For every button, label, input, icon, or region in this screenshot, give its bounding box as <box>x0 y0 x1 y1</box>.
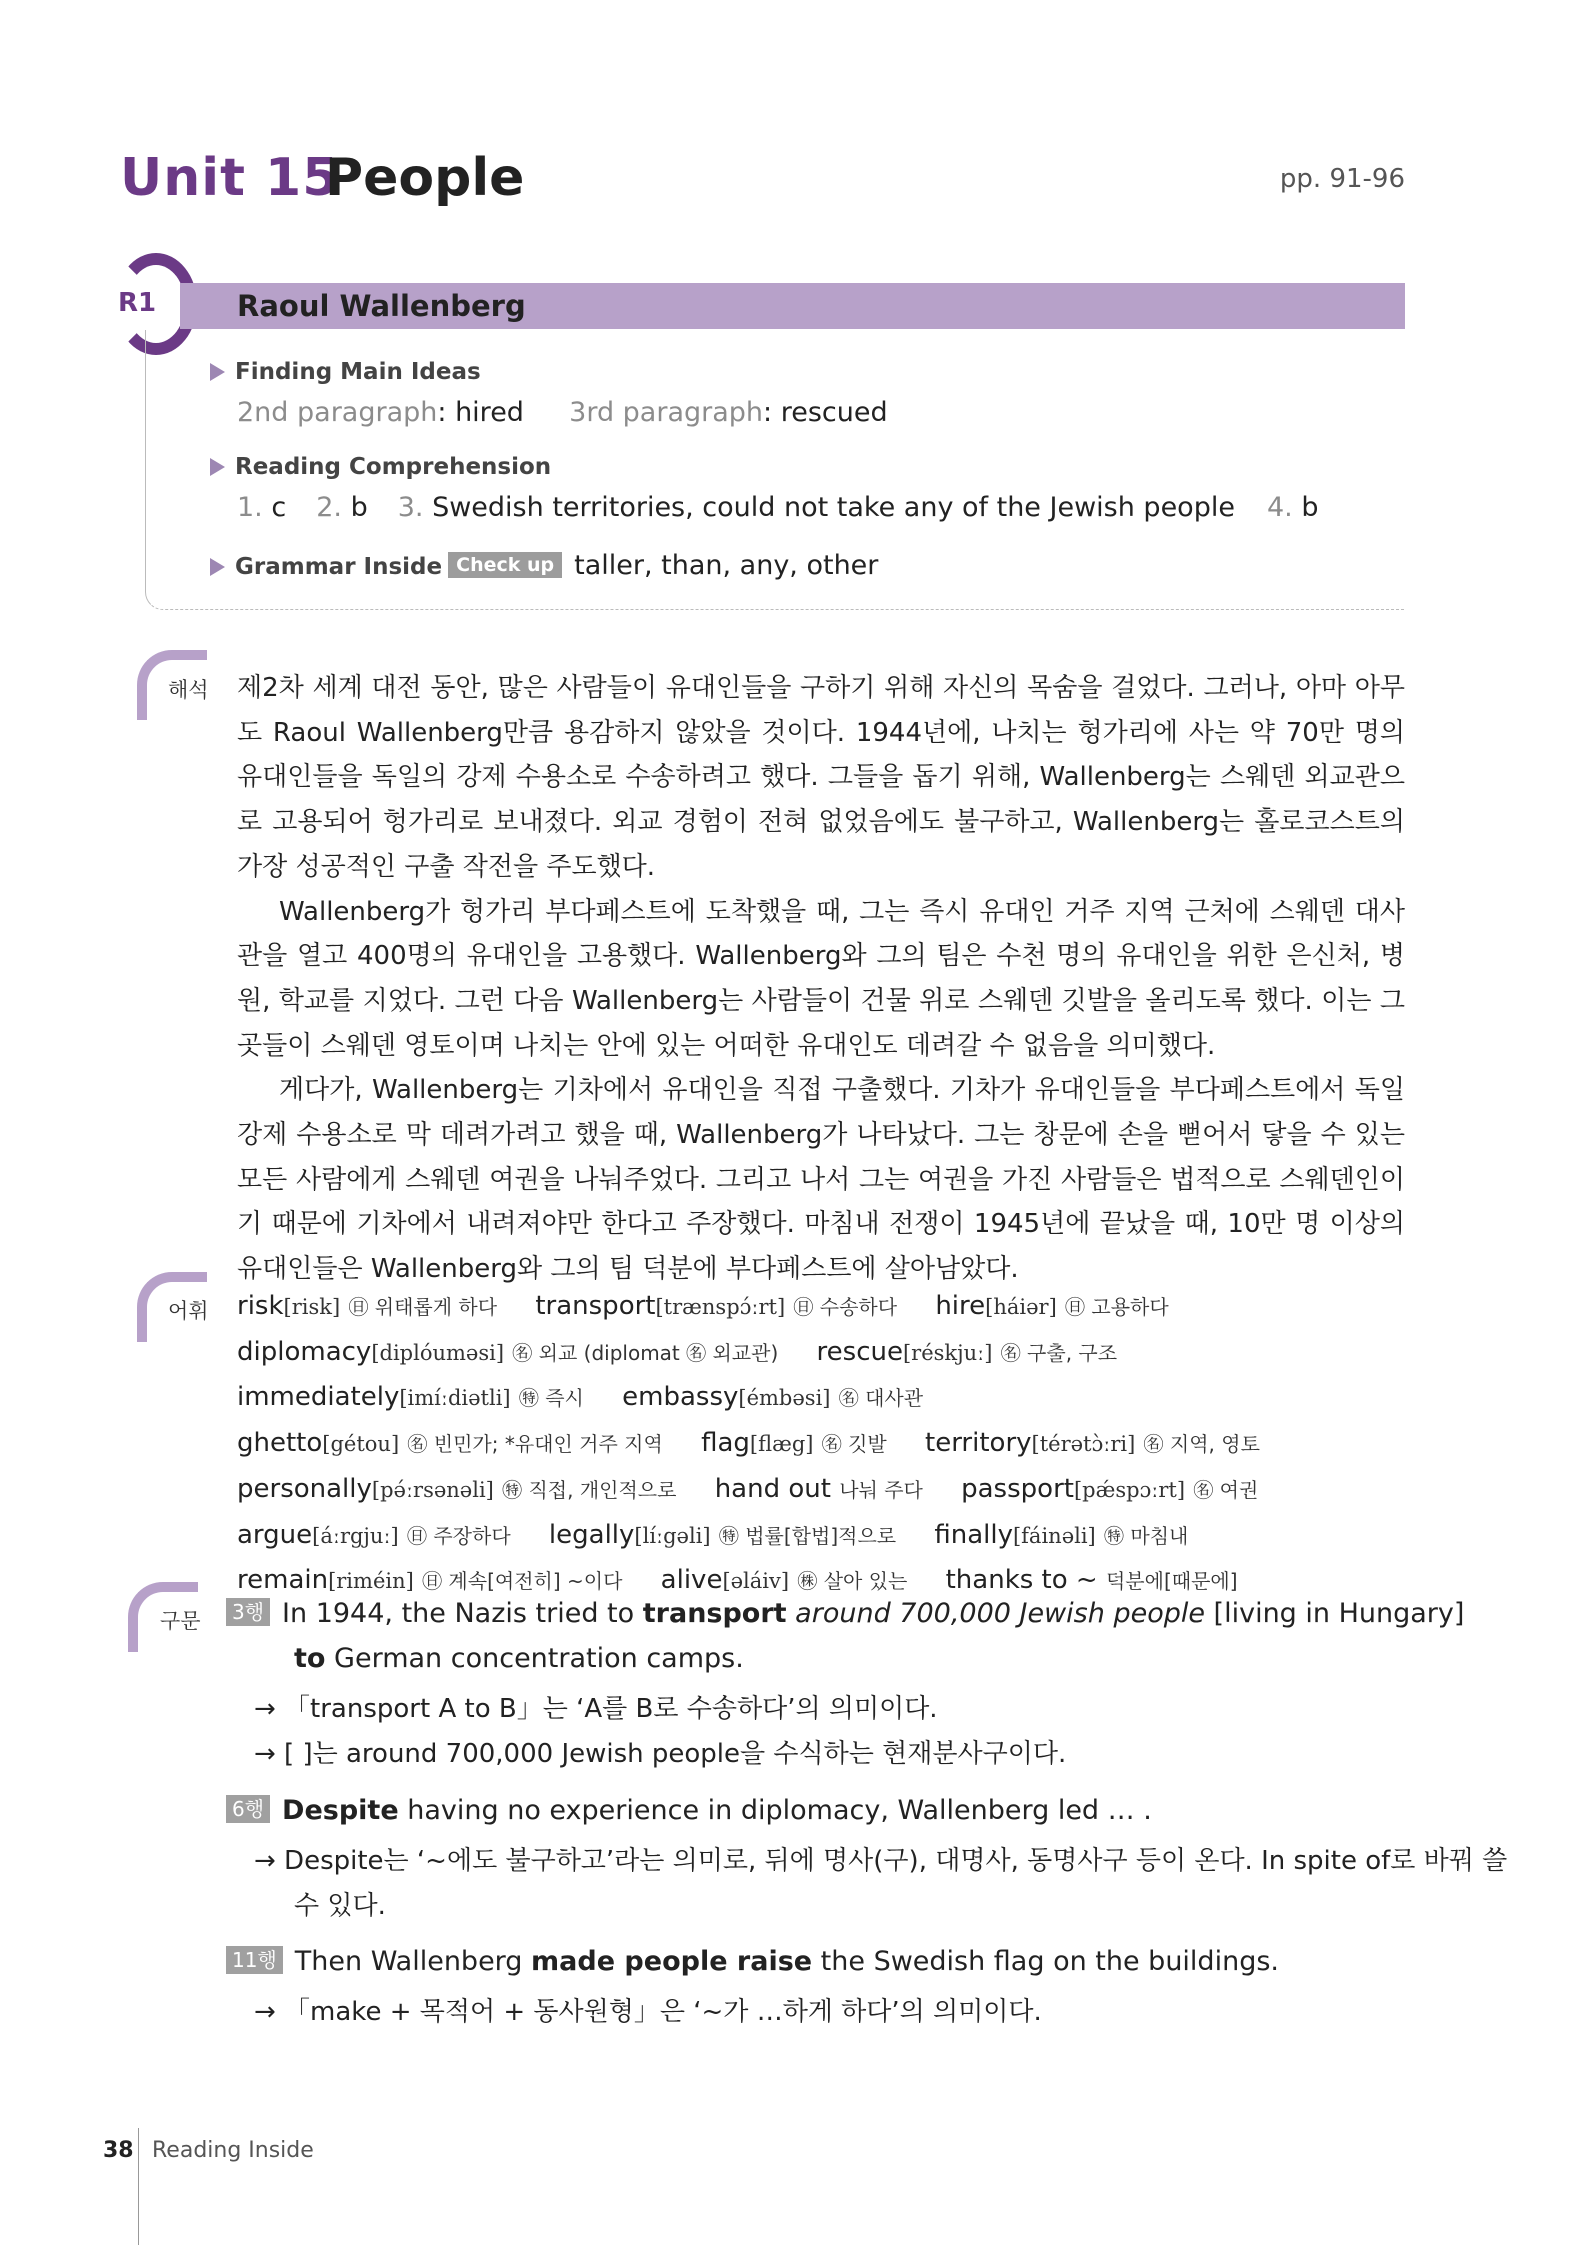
vocab-meaning: ㊔ 외교 (diplomat ㊔ 외교관) <box>512 1340 779 1365</box>
translation-paragraph: 게다가, Wallenberg는 기차에서 유대인을 직접 구출했다. 기차가 유대인들을 부다페스트에서 독일 강제 수용소로 막 데려가려고 했을 때, Wallenberg가 나타났다. 그는 창문에 손을 뻗어서 닿을 수 있는 모든 사람에게 스웨덴 여권을 나눠주었다. 그리고 나서 그는 여권을 가진 사람들은 법적으로 스웨덴인이기 때문에 기차에서 내려져야만 한다고 주장했다. 마침내 전쟁이 1945년에 끝났을 때, 10만 명 이상의 유대인들은 Wallenberg와 그의 팀 덕분에 부다페스트에 살아남았다. <box>237 1075 1405 1285</box>
book-title: Reading Inside <box>152 2138 314 2163</box>
triangle-bullet-icon <box>210 363 225 381</box>
translation-paragraph: 제2차 세계 대전 동안, 많은 사람들이 유대인들을 구하기 위해 자신의 목숨을 걸었다. 그러나, 아마 아무도 Raoul Wallenberg만큼 용감하지 않았을 것이다. 1944년에, 나치는 헝가리에 사는 약 70만 명의 유대인들을 독일의 강제 수용소로 수송하려고 했다. 그들을 돕기 위해, Wallenberg는 스웨덴 외교관으로 고용되어 헝가리로 보내졌다. 외교 경험이 전혀 없었음에도 불구하고, Wallenberg는 홀로코스트의 가장 성공적인 구출 작전을 주도했다. <box>237 673 1405 882</box>
page-number: 38 <box>103 2138 134 2163</box>
vocab-pronunciation: [térətɔ̀ːri] <box>1031 1432 1136 1457</box>
triangle-bullet-icon <box>210 558 225 576</box>
vocab-item <box>701 1428 887 1458</box>
vocab-item <box>535 1291 897 1321</box>
vocab-meaning: ㊕ 법률[합법]적으로 <box>718 1523 897 1548</box>
vocab-item <box>961 1474 1258 1504</box>
vocab-item <box>549 1520 896 1550</box>
vocab-word: immediately <box>237 1382 400 1413</box>
grammar-note-cont: 수 있다. <box>294 1891 386 1921</box>
footer-divider <box>138 2128 139 2245</box>
line-tag: 3행 <box>226 1598 270 1626</box>
vocab-item <box>925 1428 1260 1458</box>
translation-text <box>237 666 1405 1292</box>
main-ideas-answers: 2nd paragraph: hired 3rd paragraph: rescued <box>237 397 888 428</box>
grammar-sentence: 11행 Then Wallenberg made people raise the Swedish flag on the buildings. <box>226 1946 1279 1977</box>
vocab-item <box>661 1565 908 1595</box>
vocab-item <box>237 1565 622 1595</box>
checkup-badge: Check up <box>448 552 562 578</box>
vocab-meaning: ㊔ 여권 <box>1193 1477 1259 1502</box>
vocab-word: hire <box>935 1291 986 1321</box>
vocab-meaning: ㊐ 주장하다 <box>407 1523 511 1548</box>
line-tag: 6행 <box>226 1795 270 1823</box>
grammar-answer: taller, than, any, other <box>574 550 879 581</box>
vocab-item <box>946 1565 1238 1595</box>
vocab-word: argue <box>237 1519 313 1550</box>
vocab-word: hand out <box>714 1473 831 1504</box>
vocab-meaning: 덕분에[때문에] <box>1105 1569 1238 1594</box>
vocab-pronunciation: [flæg] <box>749 1432 814 1457</box>
unit-number: Unit 15 <box>120 148 340 208</box>
vocab-word: alive <box>660 1565 723 1596</box>
vocab-meaning: ㊐ 계속[여전히] ~이다 <box>422 1569 623 1594</box>
vocab-item <box>237 1382 584 1412</box>
vocab-word: finally <box>934 1519 1013 1550</box>
triangle-bullet-icon <box>210 458 225 476</box>
vocab-label: 어휘 <box>168 1299 209 1323</box>
grammar-label: 구문 <box>160 1609 201 1633</box>
vocab-item <box>934 1520 1188 1550</box>
grammar-sentence: 6행 Despite having no experience in diplomacy, Wallenberg led … . <box>226 1795 1152 1826</box>
reading-comprehension-answers: 1. c 2. b 3. Swedish territories, could not take any of the Jewish people 4. b <box>237 492 1319 523</box>
vocab-meaning: ㊔ 빈민가; *유대인 거주 지역 <box>407 1432 663 1457</box>
vocab-pronunciation: [diplóuməsi] <box>371 1340 505 1365</box>
grammar-note: → [ ]는 around 700,000 Jewish people을 수식하는 현재분사구이다. <box>254 1739 1067 1769</box>
grammar-note: → 「transport A to B」는 ‘A를 B로 수송하다’의 의미이다. <box>254 1694 938 1724</box>
vocab-word: risk <box>237 1291 284 1321</box>
vocab-word: diplomacy <box>237 1336 372 1367</box>
vocab-pronunciation: [pǽspɔːrt] <box>1073 1477 1186 1502</box>
vocab-meaning: 나눠 주다 <box>839 1477 923 1502</box>
page-header <box>120 148 1405 228</box>
vocab-pronunciation: [háiər] <box>985 1295 1057 1319</box>
vocab-item <box>622 1382 923 1412</box>
vocab-item <box>715 1474 923 1504</box>
vocab-meaning: ㊕ 마침내 <box>1104 1523 1189 1548</box>
vocab-word: thanks to ~ <box>945 1565 1098 1596</box>
vocab-pronunciation: [pə́ːrsənəli] <box>371 1477 494 1502</box>
vocab-word: remain <box>237 1565 329 1596</box>
translation-label: 해석 <box>168 678 209 702</box>
vocab-pronunciation: [əláiv] <box>722 1569 790 1594</box>
translation-paragraph: Wallenberg가 헝가리 부다페스트에 도착했을 때, 그는 즉시 유대인 거주 지역 근처에 스웨덴 대사관을 열고 400명의 유대인을 고용했다. Wallenberg와 그의 팀은 수천 명의 유대인을 위한 은신처, 병원, 학교를 지었다. 그런 다음 Wallenberg는 사람들이 건물 위로 스웨덴 깃발을 올리도록 했다. 이는 그곳들이 스웨덴 영토이며 나치는 안에 있는 어떠한 유대인도 데려갈 수 없음을 의미했다. <box>237 896 1405 1061</box>
vocab-meaning: ㊔ 깃발 <box>821 1432 887 1457</box>
vocab-meaning: ㊑ 살아 있는 <box>797 1569 908 1594</box>
section-title: Raoul Wallenberg <box>237 289 526 323</box>
vocab-item <box>237 1520 511 1550</box>
page-range: pp. 91-96 <box>1279 164 1405 194</box>
vocab-word: rescue <box>816 1336 903 1367</box>
vocab-word: transport <box>535 1291 656 1321</box>
reading-comprehension-heading: Reading Comprehension <box>210 454 551 480</box>
vocab-list <box>237 1284 1405 1604</box>
vocab-meaning: ㊕ 즉시 <box>518 1386 584 1411</box>
vocab-meaning: ㊔ 대사관 <box>838 1386 924 1411</box>
vocab-word: ghetto <box>237 1428 323 1459</box>
grammar-sentence: 3행 In 1944, the Nazis tried to transport around 700,000 Jewish people [living in Hungary] <box>226 1598 1464 1629</box>
vocab-word: personally <box>237 1473 372 1504</box>
vocab-item <box>237 1428 663 1458</box>
vocab-meaning: ㊕ 직접, 개인적으로 <box>502 1477 677 1502</box>
main-ideas-heading: Finding Main Ideas <box>210 359 481 385</box>
vocab-pronunciation: [réskjuː] <box>902 1340 993 1365</box>
vocab-item <box>817 1337 1118 1367</box>
section-label: R1 <box>118 288 157 318</box>
vocab-meaning: ㊐ 위태롭게 하다 <box>348 1295 498 1319</box>
vocab-item <box>237 1474 676 1504</box>
grammar-sentence-cont: to German concentration camps. <box>294 1643 744 1674</box>
grammar-inside-heading: Grammar Inside Check up taller, than, any, other <box>210 550 878 581</box>
unit-title: People <box>325 148 525 208</box>
vocab-pronunciation: [líːgəli] <box>634 1523 711 1548</box>
vocab-meaning: ㊐ 수송하다 <box>793 1295 898 1319</box>
grammar-note: → 「make + 목적어 + 동사원형」은 ‘~가 …하게 하다’의 의미이다. <box>254 1997 1042 2027</box>
vocab-item <box>237 1337 778 1367</box>
vocab-pronunciation: [imíːdiətli] <box>399 1386 511 1411</box>
vocab-pronunciation: [riméin] <box>328 1569 414 1594</box>
vocab-meaning: ㊔ 구출, 구조 <box>1000 1340 1118 1365</box>
vocab-meaning: ㊐ 고용하다 <box>1065 1295 1169 1319</box>
vocab-item <box>935 1291 1168 1321</box>
vocab-item <box>237 1291 497 1321</box>
vocab-word: territory <box>925 1428 1032 1459</box>
vocab-pronunciation: [áːrgjuː] <box>312 1523 399 1548</box>
vocab-pronunciation: [gétou] <box>322 1432 400 1457</box>
vocab-word: embassy <box>622 1382 739 1413</box>
vocab-word: legally <box>548 1519 635 1550</box>
vocab-word: passport <box>961 1473 1074 1504</box>
grammar-note: → Despite는 ‘~에도 불구하고’라는 의미로, 뒤에 명사(구), 대명사, 동명사구 등이 온다. In spite of로 바꿔 쓸 <box>254 1846 1508 1876</box>
vocab-pronunciation: [émbəsi] <box>738 1386 831 1411</box>
vocab-word: flag <box>701 1428 750 1459</box>
vocab-pronunciation: [fáinəli] <box>1012 1523 1096 1548</box>
line-tag: 11행 <box>226 1946 283 1974</box>
vocab-meaning: ㊔ 지역, 영토 <box>1143 1432 1260 1457</box>
vocab-pronunciation: [trænspɔ́ːrt] <box>655 1295 786 1319</box>
vocab-pronunciation: [risk] <box>283 1295 341 1319</box>
